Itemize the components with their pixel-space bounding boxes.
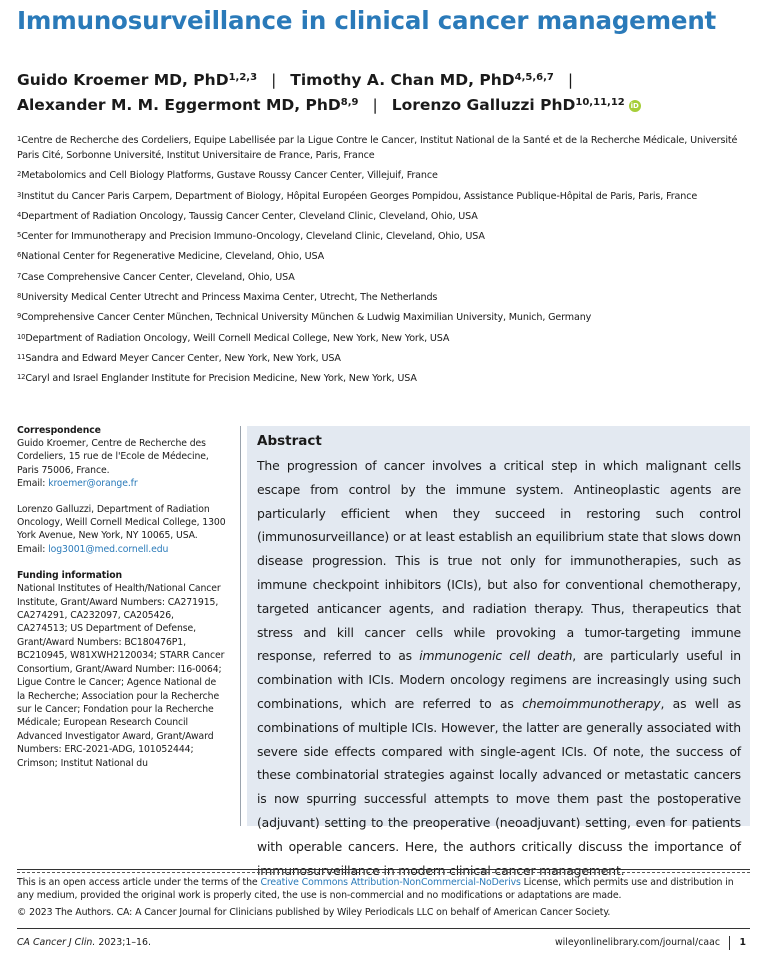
email-label: Email: (17, 478, 46, 490)
author-name[interactable]: Guido Kroemer MD, PhD (17, 71, 229, 89)
page-footer (17, 935, 750, 951)
email-link[interactable]: kroemer@orange.fr (48, 478, 138, 490)
affiliation-number: 6 (17, 251, 22, 260)
affiliation-number: 8 (17, 292, 22, 301)
affiliation-item (17, 209, 757, 224)
author-affiliation-numbers: 10,11,12 (575, 97, 625, 108)
affiliation-text: Center for Immunotherapy and Precision Immuno-Oncology, Cleveland Clinic, Cleveland, Ohio, USA (21, 231, 485, 243)
author-affiliation-numbers: 8,9 (340, 97, 359, 108)
journal-name: CA Cancer J Clin. (17, 937, 96, 948)
license-link[interactable]: Creative Commons Attribution-NonCommercial-NoDerivs (260, 877, 521, 888)
article-title: Immunosurveillance in clinical cancer management (17, 6, 717, 35)
affiliation-number: 5 (17, 231, 22, 240)
abstract-heading: Abstract (257, 433, 322, 449)
affiliation-number: 2 (17, 170, 22, 179)
copyright-notice: © 2023 The Authors. CA: A Cancer Journal for Clinicians published by Wiley Periodicals LLC on behalf of American Cancer Society. (17, 907, 611, 918)
correspondence-email-line (17, 477, 227, 490)
affiliation-number: 7 (17, 271, 22, 280)
license-top-rule (17, 869, 750, 870)
abstract-text: , as well as combinations of multiple ICIs. However, the latter are generally associated with severe side effects compared with single-agent ICIs. Of note, the success of these combinatorial strategies against locally advanced or metastatic cancers is now spurring successful attempts to move them past the postoperative (adjuvant) setting to the preoperative (neoadjuvant) setting, even for patients with operable cancers. Here, the authors critically discuss the importance of immunosurveillance in modern clinical cancer management. (257, 695, 741, 878)
journal-citation (17, 935, 151, 951)
affiliation-item (17, 371, 757, 386)
affiliation-number: 12 (17, 373, 26, 382)
correspondence-entry: Guido Kroemer, Centre de Recherche des Cordeliers, 15 rue de l'Ecole de Médecine, Paris 75006, France. (17, 438, 209, 476)
affiliation-item (17, 310, 757, 325)
affiliation-item (17, 331, 757, 346)
funding-heading: Funding information (17, 570, 122, 582)
citation-details: 2023;1–16. (95, 937, 151, 948)
author-separator: | (567, 71, 574, 89)
email-label: Email: (17, 543, 46, 555)
author-separator: | (271, 71, 277, 89)
footer-rule (17, 928, 750, 929)
correspondence-email-line (17, 543, 227, 556)
license-text: License, which permits use and distribution in any medium, provided the original work is properly cited, the use is non-commercial and no modifications or adaptations are made. (17, 877, 734, 902)
abstract-body (257, 454, 741, 882)
author-affiliation-numbers: 1,2,3 (228, 72, 258, 83)
license-dashed-rule (17, 872, 750, 873)
abstract-text: , are particularly useful in combination with ICIs. Modern oncology regimens are increasingly using such combinations, which are referred to as (257, 648, 742, 711)
affiliation-number: 9 (17, 312, 22, 321)
abstract-box (247, 426, 750, 878)
affiliation-text: Department of Radiation Oncology, Taussig Cancer Center, Cleveland Clinic, Cleveland, Ohio, USA (21, 210, 478, 222)
affiliation-number: 4 (17, 210, 22, 219)
license-statement (17, 876, 750, 903)
affiliation-item (17, 189, 757, 204)
affiliation-text: Comprehensive Cancer Center München, Technical University München & Ludwig Maximilian University, Munich, Germany (21, 312, 592, 324)
affiliation-text: Metabolomics and Cell Biology Platforms, Gustave Roussy Cancer Center, Villejuif, France (21, 170, 438, 182)
abstract-text: The progression of cancer involves a critical step in which malignant cells escape from control by the immune system. Antineoplastic agents are particularly efficient when they succeed in restoring such control (immunosurveillance) or at least establish an equilibrium state that slows down disease progression. This is true not only for immunotherapies, such as immune checkpoint inhibitors (ICIs), but also for conventional chemotherapy, targeted anticancer agents, and radiation therapy. Thus, therapeutics that stress and kill cancer cells while provoking a tumor-targeting immune response, referred to as (257, 458, 741, 664)
author-name[interactable]: Timothy A. Chan MD, PhD (290, 71, 515, 89)
affiliation-number: 1 (17, 135, 22, 143)
orcid-icon[interactable]: iD (630, 101, 639, 110)
sidebar-info (17, 424, 227, 770)
affiliation-text: Caryl and Israel Englander Institute for Precision Medicine, New York, New York, USA (25, 373, 417, 385)
affiliation-text: Department of Radiation Oncology, Weill Cornell Medical College, New York, New York, USA (25, 332, 450, 344)
author-name[interactable]: Alexander M. M. Eggermont MD, PhD (17, 96, 341, 114)
affiliation-text: Institut du Cancer Paris Carpem, Department of Biology, Hôpital Européen Georges Pompidou, Assistance Publique-Hôpital de Paris, Paris, France (21, 190, 698, 202)
affiliation-text: University Medical Center Utrecht and Princess Maxima Center, Utrecht, The Netherlands (21, 292, 438, 304)
affiliation-text: National Center for Regenerative Medicine, Cleveland, Ohio, USA (21, 251, 325, 263)
email-link[interactable]: log3001@med.cornell.edu (48, 543, 169, 555)
correspondence-entry: Lorenzo Galluzzi, Department of Radiation Oncology, Weill Cornell Medical College, 1300 York Avenue, New York, NY 10065, USA. (17, 503, 226, 542)
author-name[interactable]: Lorenzo Galluzzi PhD (391, 96, 576, 114)
affiliation-item (17, 290, 757, 305)
affiliation-number: 10 (17, 332, 26, 341)
affiliation-item (17, 249, 757, 264)
author-separator: | (372, 96, 378, 114)
abstract-emphasis: immunogenic cell death (419, 648, 573, 664)
author-list (17, 68, 757, 118)
affiliation-text: Centre de Recherche des Cordeliers, Equipe Labellisée par la Ligue Contre le Cancer, Institut National de la Santé et de la Recherche Médicale, Université Paris Cité, Sorbonne Université, Institut Universitaire de France, Paris, France (17, 135, 738, 161)
page-number: 1 (739, 937, 746, 948)
funding-text: National Institutes of Health/National Cancer Institute, Grant/Award Numbers: CA271915, CA274291, CA232097, CA205426, CA274513; US Department of Defense, Grant/Award Numbers: BC180476P1, BC210945, W81XWH2120034; STARR Cancer Consortium, Grant/Award Number: I16-0064; Ligue Contre le Cancer; Agence National de la Recherche; Association pour la Recherche sur le Cancer; Fondation pour la Recherche Médicale; European Research Council Advanced Investigator Award, Grant/Award Numbers: ERC-2021-ADG, 101052444; Crimson; Institut National du (17, 583, 225, 769)
author-affiliation-numbers: 4,5,6,7 (514, 72, 554, 83)
affiliation-number: 11 (17, 352, 26, 361)
correspondence-heading: Correspondence (17, 425, 101, 436)
footer-separator (729, 936, 730, 950)
journal-website[interactable]: wileyonlinelibrary.com/journal/caac (555, 937, 720, 948)
column-divider (240, 426, 241, 826)
license-text: This is an open access article under the terms of the (17, 877, 261, 888)
affiliation-text: Case Comprehensive Cancer Center, Cleveland, Ohio, USA (21, 271, 295, 283)
abstract-emphasis: chemoimmunotherapy (522, 695, 661, 711)
affiliation-number: 3 (17, 190, 22, 199)
affiliation-list (17, 133, 757, 392)
affiliation-item (17, 133, 757, 163)
affiliation-item (17, 270, 757, 285)
affiliation-item (17, 351, 757, 366)
affiliation-item (17, 229, 757, 244)
affiliation-item (17, 168, 757, 183)
affiliation-text: Sandra and Edward Meyer Cancer Center, New York, New York, USA (25, 352, 341, 364)
